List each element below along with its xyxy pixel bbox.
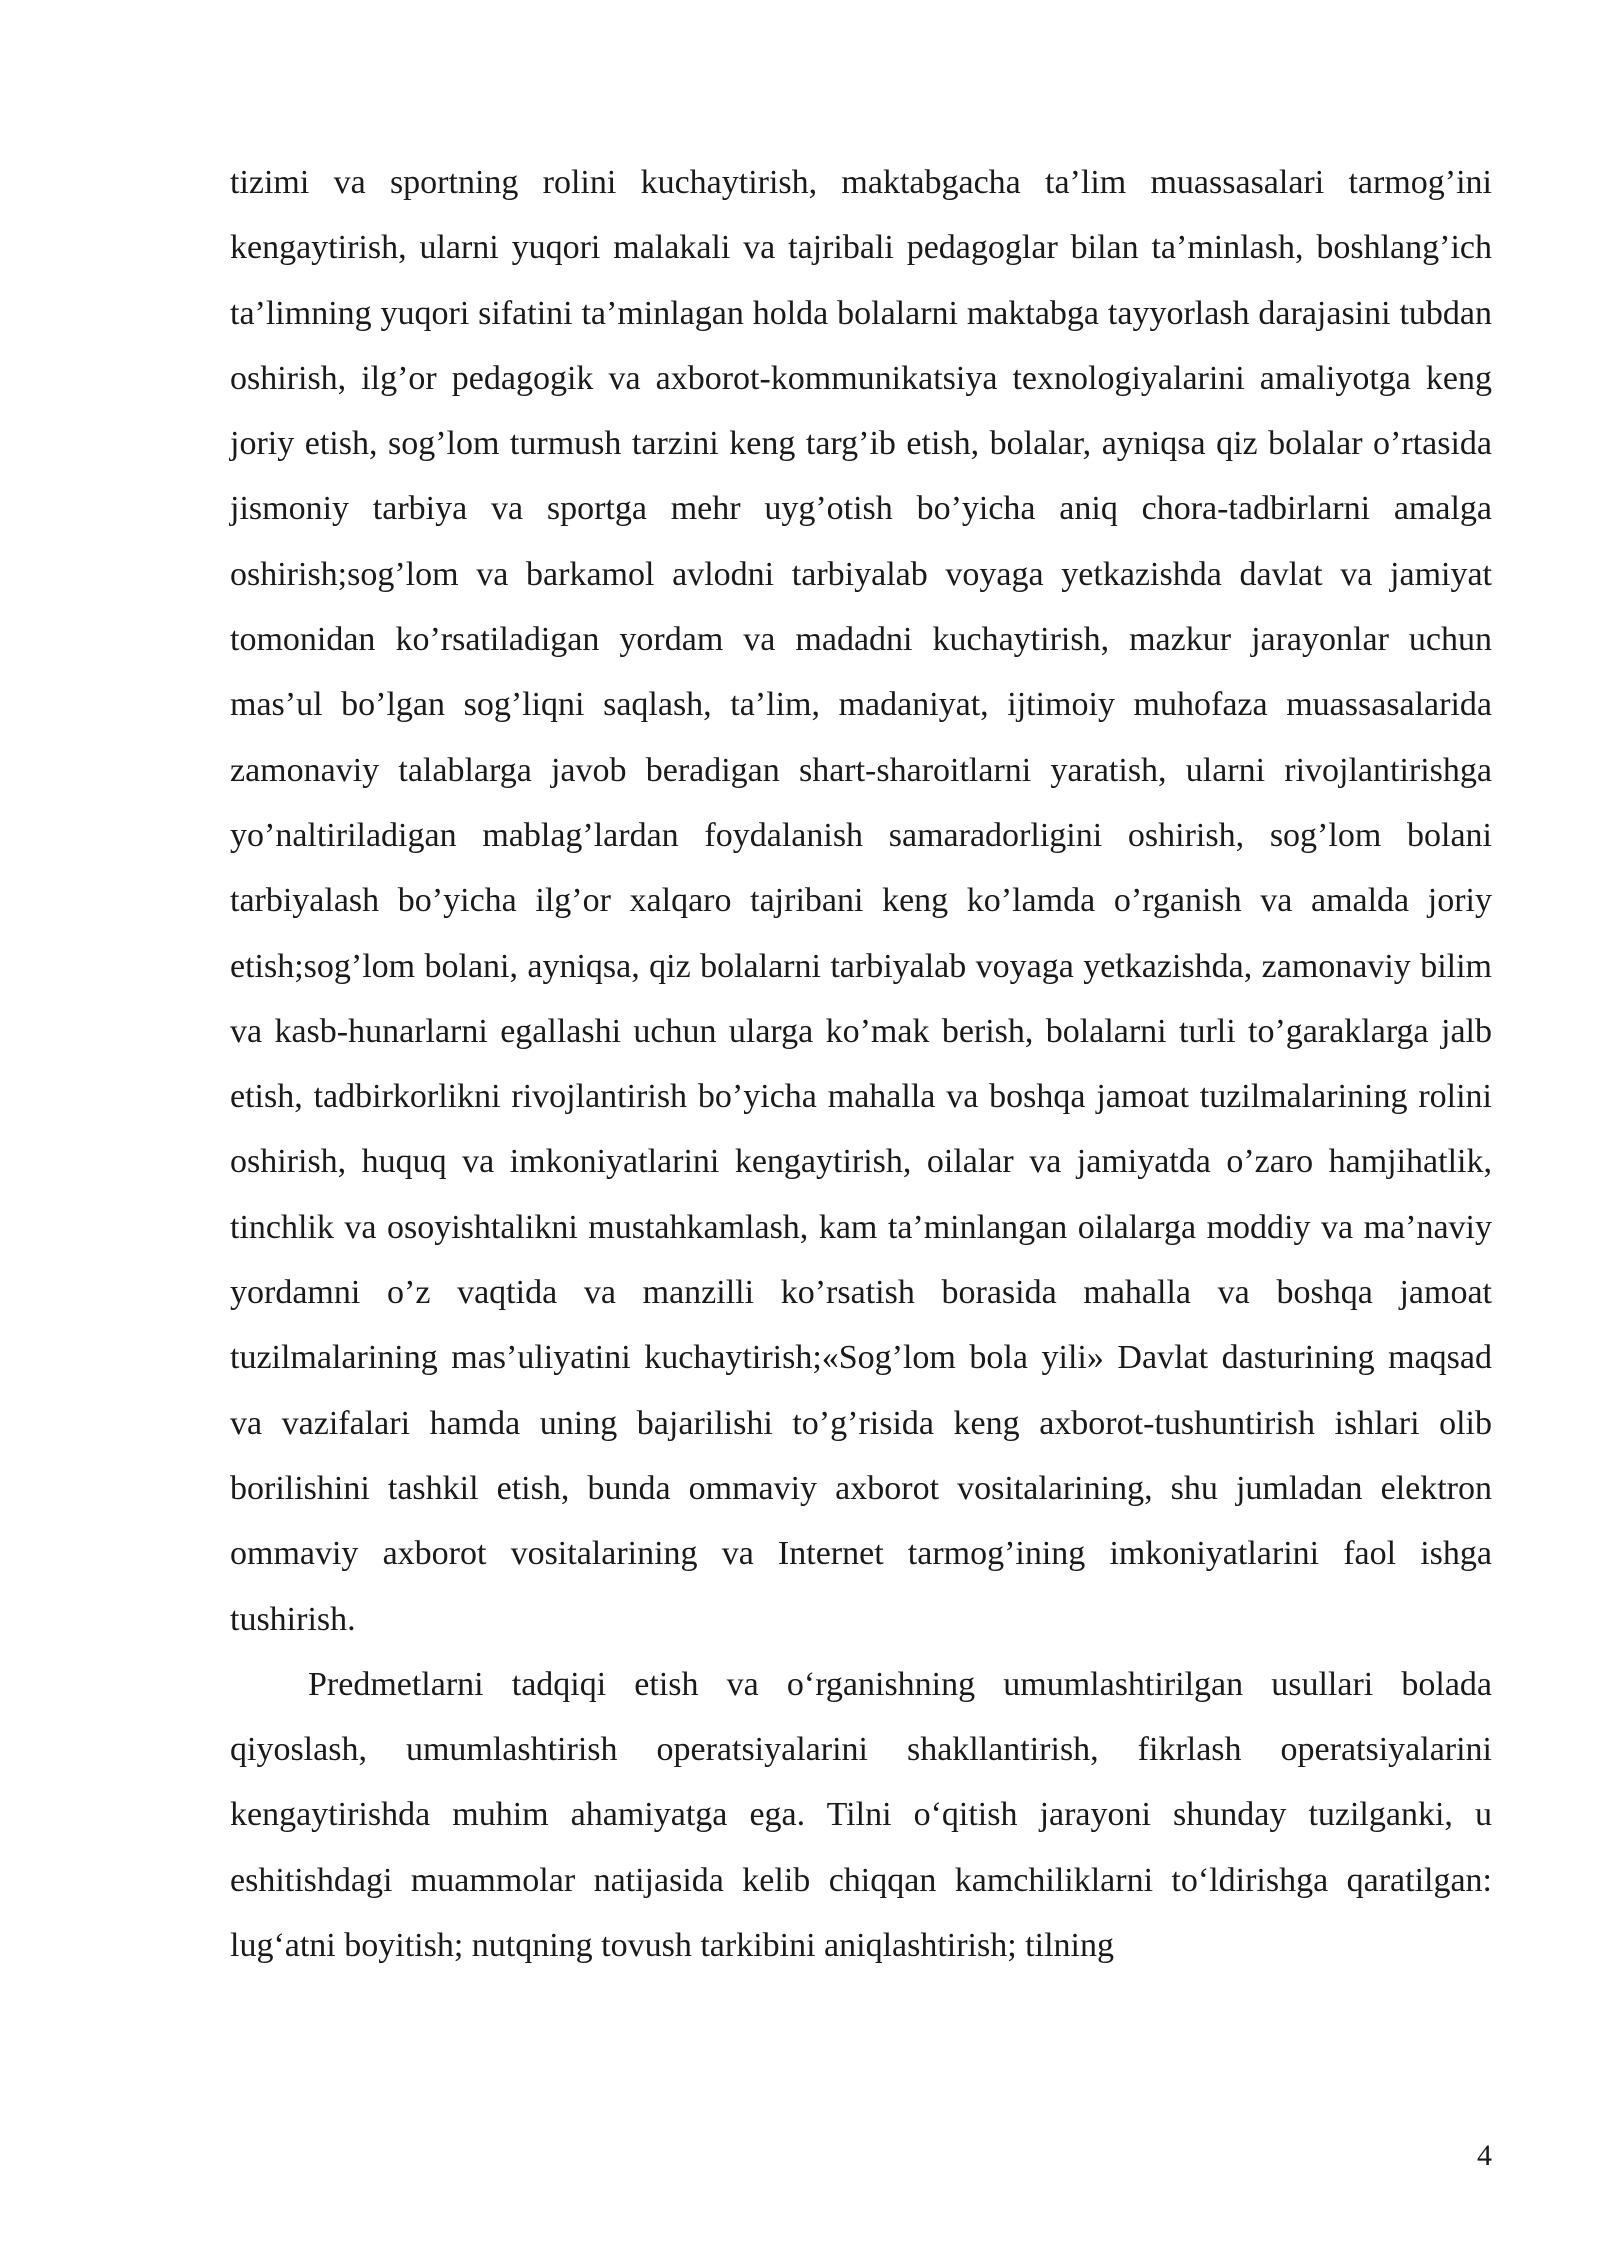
paragraph-1: tizimi va sportning rolini kuchaytirish, maktabgacha ta’lim muassasalari tarmog’ini kengaytirish, ularni yuqori malakali va tajribali pedagoglar bilan ta’minlash, boshlang’ich ta’limning yuqori sifatini ta’minlagan holda bolalarni maktabga tayyorlash darajasini tubdan oshirish, ilg’or pedagogik va axborot-kommunikatsiya texnologiyalarini amaliyotga keng joriy etish, sog’lom turmush tarzini keng targ’ib etish, bolalar, ayniqsa qiz bolalar o’rtasida jismoniy tarbiya va sportga mehr uyg’otish bo’yicha aniq chora-tadbirlarni amalga oshirish;sog’lom va barkamol avlodni tarbiyalab voyaga yetkazishda davlat va jamiyat tomonidan ko’rsatiladigan yordam va madadni kuchaytirish, mazkur jarayonlar uchun mas’ul bo’lgan sog’liqni saqlash, ta’lim, madaniyat, ijtimoiy muhofaza muassasalarida zamonaviy talablarga javob beradigan shart-sharoitlarni yaratish, ularni rivojlantirishga yo’naltiriladigan mablag’lardan foydalanish samaradorligini oshirish, sog’lom bolani tarbiyalash bo’yicha ilg’or xalqaro tajribani keng ko’lamda o’rganish va amalda joriy etish;sog’lom bolani, ayniqsa, qiz bolalarni tarbiyalab voyaga yetkazishda, zamonaviy bilim va kasb-hunarlarni egallashi uchun ularga ko’mak berish, bolalarni turli to’garaklarga jalb etish, tadbirkorlikni rivojlantirish bo’yicha mahalla va boshqa jamoat tuzilmalarining rolini oshirish, huquq va imkoniyatlarini kengaytirish, oilalar va jamiyatda o’zaro hamjihatlik, tinchlik va osoyishtalikni mustahkamlash, kam ta’minlangan oilalarga moddiy va ma’naviy yordamni o’z vaqtida va manzilli ko’rsatish borasida mahalla va boshqa jamoat tuzilmalarining mas’uliyatini kuchaytirish;«Sog’lom bola yili» Davlat dasturining maqsad va vazifalari hamda uning bajarilishi to’g’risida keng axborot-tushuntirish ishlari olib borilishini tashkil etish, bunda ommaviy axborot vositalarining, shu jumladan elektron ommaviy axborot vositalarining va Internet tarmog’ining imkoniyatlarini faol ishga tushirish. [230, 164, 1492, 1638]
paragraph-2: Predmetlarni tadqiqi etish va o‘rganishning umumlashtirilgan usullari bolada qiyoslash, umumlashtirish operatsiyalarini shakllantirish, fikrlash operatsiyalarini kengaytirishda muhim ahamiyatga ega. Tilni o‘qitish jarayoni shunday tuzilganki, u eshitishdagi muammolar natijasida kelib chiqqan kamchiliklarni to‘ldirishga qaratilgan: lug‘atni boyitish; nutqning tovush tarkibini aniqlashtirish; tilning [230, 1665, 1492, 1965]
body-text [230, 150, 1492, 1978]
page-number: 4 [1477, 2139, 1492, 2172]
